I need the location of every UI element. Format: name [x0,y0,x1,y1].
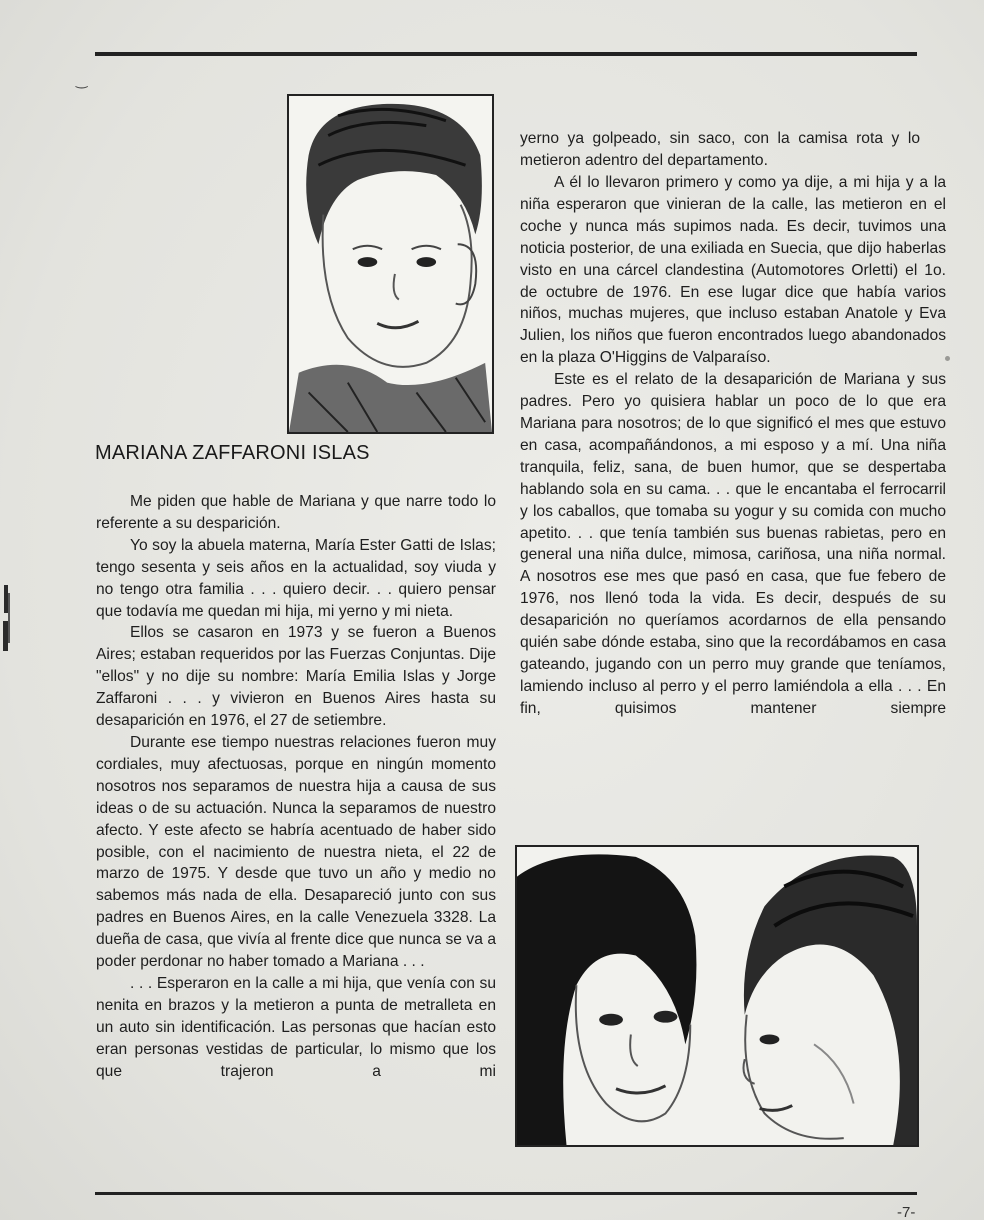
page-number: -7- [897,1204,916,1220]
right-column-continuation [520,128,920,172]
right-column [520,172,946,720]
top-rule [95,52,917,56]
article-title: MARIANA ZAFFARONI ISLAS [95,442,370,464]
left-column [96,491,496,1082]
paragraph: yerno ya golpeado, sin saco, con la camisa rota y lo metieron adentro del departamento. [520,130,920,169]
paragraph: Me piden que hable de Mariana y que narre todo lo referente a su desparición. [96,493,496,532]
paragraph: Este es el relato de la desaparición de Mariana y sus padres. Pero yo quisiera hablar un poco de lo que era Mariana para nosotros; de lo que significó el mes que estuvo en casa, acompañándonos, a mi esposo y a mí. Una niña tranquila, feliz, sana, de buen humor, que se despertaba hablando sola en su cama. . . que le encantaba el ferrocarril y los caballos, que tomaba su yogur y su comida con mucho apetito. . . que tenía también sus buenas rabietas, pero en general una niña dulce, mimosa, cariñosa, una niña normal. A nosotros ese mes que pasó en casa, que fue febero de 1976, nos llenó toda la vida. Es decir, después de su desaparición no queríamos acordarnos de ella pensando quién sabe dónde estaba, sino que la recordábamos en casa gateando, jugando con un perro muy grande que teníamos, lamiendo incluso al perro y el perro lamiéndola a ella . . . En fin, quisimos mantener siempre [520,371,946,717]
paragraph: Ellos se casaron en 1973 y se fueron a Buenos Aires; estaban requeridos por las Fuerzas Conjuntas. Dije "ellos" y no dije su nombre: María Emilia Islas y Jorge Zaffaroni . . . y vivieron en Buenos Aires hasta su desaparición en 1976, el 27 de setiembre. [96,624,496,730]
corner-mark: ‿ [76,72,88,88]
paragraph: . . . Esperaron en la calle a mi hija, que venía con su nenita en brazos y la metieron a punta de metralleta en un auto sin identificación. Las personas que hacían esto eran personas vestidas de particular, lo mismo que los que trajeron a mi [96,974,496,1080]
paragraph: A él lo llevaron primero y como ya dije, a mi hija y a la niña esperaron que vinieran de la calle, las metieron en el coche y nunca más supimos nada. Es decir, tuvimos una noticia posterior, de una exiliada en Suecia, que dijo haberlas visto en una cárcel clandestina (Automotores Orletti) el 1o. de octubre de 1976. En ese lugar dice que había varios niños, muchas mujeres, que incluso estaban Anatole y Eva Julien, los niños que fueron encontrados luego abandonados en la plaza O'Higgins de Valparaíso. [520,174,946,367]
couple-photo [515,845,919,1147]
child-photo [287,94,494,434]
bottom-rule [95,1192,917,1195]
paragraph: Durante ese tiempo nuestras relaciones fueron muy cordiales, muy afectuosas, porque en ningún momento nosotros nos separamos de nuestra hija a causa de sus ideas o de su actuación. Nunca la separamos de nuestro afecto. Y este afecto se habría acentuado de haber sido posible, con el nacimiento de nuestra nieta, el 22 de marzo de 1975. Y desde que tuvo un año y medio no sabemos más nada de ella. Desapareció junto con sus padres en Buenos Aires, en la calle Venezuela 3328. La dueña de casa, que vivía al frente dice que nunca se va a poder perdonar no haber tomado a Mariana . . . [96,733,496,971]
paragraph: Yo soy la abuela materna, María Ester Gatti de Islas; tengo sesenta y seis años en la actualidad, soy viuda y no tengo otra familia . . . quiero decir. . . quiero pensar que todavía me quedan mi hija, mi yerno y mi nieta. [96,536,496,620]
binding-staple [2,585,12,655]
